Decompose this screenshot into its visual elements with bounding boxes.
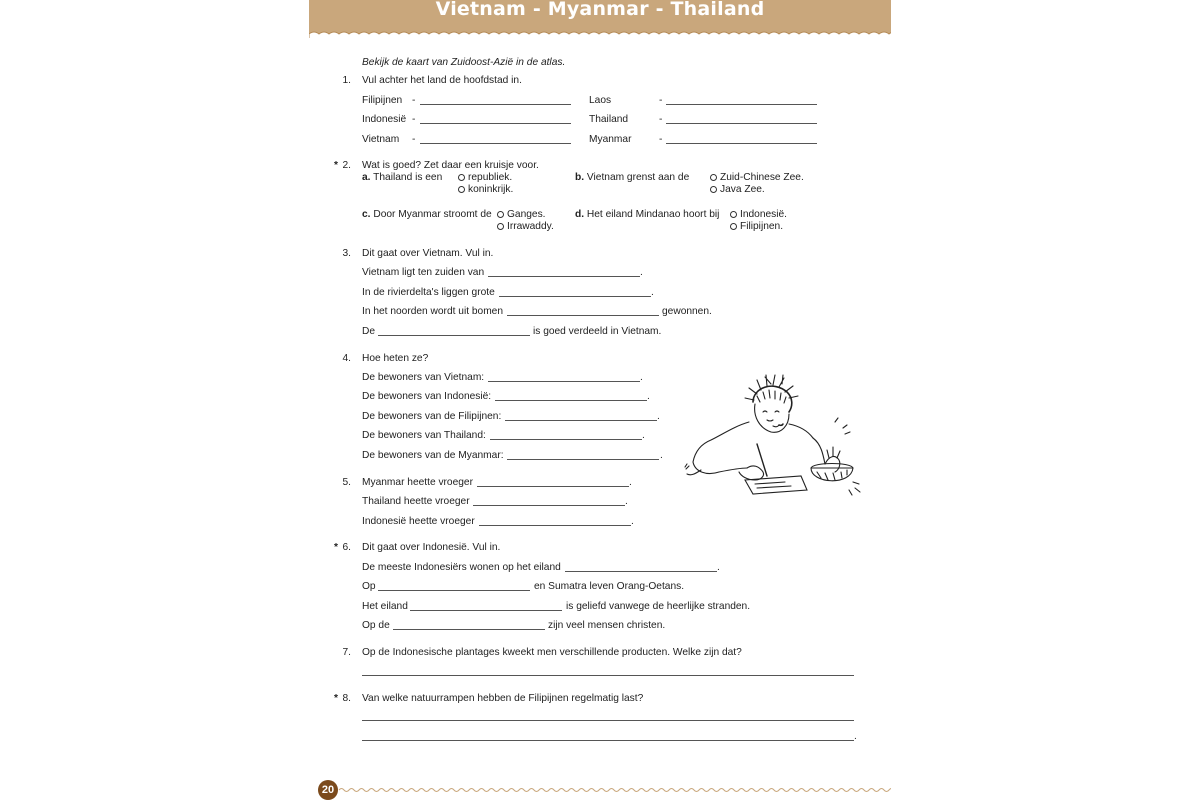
q1-country-laos: Laos [589,95,612,106]
q5-number: 5. [342,477,351,488]
q2-star: * [334,160,338,171]
q8-period: . [854,731,857,742]
q3-line2-period: . [651,287,654,298]
q2-question: Wat is goed? Zet daar een kruisje voor. [362,160,539,171]
q4-period: . [657,411,660,422]
q2a-option-2[interactable] [458,184,513,196]
q2-number: 2. [342,160,351,171]
q6-answer-line-3[interactable] [410,610,562,611]
q1-answer-line-myanmar[interactable] [666,143,817,144]
q3-line2-text: In de rivierdelta's liggen grote [362,287,495,298]
q1-dash: - [412,114,416,125]
q1-answer-line-filipijnen[interactable] [420,104,571,105]
q4-line-myanmar: De bewoners van de Myanmar: [362,450,504,461]
q2b-option-2[interactable] [710,184,765,196]
q2b-option-2-label: Java Zee. [720,184,765,195]
q8-star: * [334,693,338,704]
title-banner [309,0,891,38]
q6-answer-line-4[interactable] [393,629,545,630]
q3-line3-text: In het noorden wordt uit bomen [362,306,504,317]
q6-line3-suffix: is geliefd vanwege de heerlijke stranden. [566,601,751,612]
q1-dash: - [659,134,663,145]
q1-answer-line-thailand[interactable] [666,123,817,124]
q8-answer-line-1[interactable] [362,720,854,721]
q2c-option-2[interactable] [497,221,554,233]
q3-line1-text: Vietnam ligt ten zuiden van [362,267,485,278]
q7-question: Op de Indonesische plantages kweekt men verschillende producten. Welke zijn dat? [362,647,742,658]
q8-number: 8. [342,693,351,704]
q5-line-indonesie: Indonesië heette vroeger [362,516,475,527]
q6-star: * [334,542,338,553]
q2a-statement [362,172,442,184]
q2d-option-2-label: Filipijnen. [740,221,784,232]
q6-line2-text: Op [362,581,376,592]
q6-answer-line-1[interactable] [565,571,717,572]
q2b-text: Vietnam grenst aan de [586,172,690,183]
q1-answer-line-laos[interactable] [666,104,817,105]
banner-wave-edge [309,30,891,38]
q5-line-myanmar: Myanmar heette vroeger [362,477,473,488]
q5-answer-line-1[interactable] [477,486,629,487]
q3-line1-period: . [640,267,643,278]
page-title: Vietnam - Myanmar - Thailand [435,0,765,20]
page-number-badge: 20 [318,780,338,800]
q2c-option-1-label: Ganges. [507,209,546,220]
q1-answer-line-indonesie[interactable] [420,123,571,124]
q4-line-indonesie: De bewoners van Indonesië: [362,391,492,402]
q4-line-thailand: De bewoners van Thailand: [362,430,486,441]
q2b-label: b. [575,172,585,183]
q4-answer-line-5[interactable] [507,459,659,460]
q1-dash: - [659,95,663,106]
q1-dash: - [412,95,416,106]
radio-icon[interactable] [710,174,717,181]
q6-line4-text: Op de [362,620,390,631]
q3-question: Dit gaat over Vietnam. Vul in. [362,248,494,259]
q3-answer-line-4[interactable] [378,335,530,336]
radio-icon[interactable] [710,186,717,193]
radio-icon[interactable] [458,174,465,181]
q7-answer-line[interactable] [362,675,854,676]
q2b-statement [575,172,689,184]
q2c-option-2-label: Irrawaddy. [507,221,554,232]
q2b-option-1[interactable] [710,172,804,184]
q5-answer-line-3[interactable] [479,525,631,526]
q6-question: Dit gaat over Indonesië. Vul in. [362,542,501,553]
q2d-label: d. [575,209,585,220]
q4-answer-line-3[interactable] [505,420,657,421]
q2d-option-1[interactable] [730,209,787,221]
q1-answer-line-vietnam[interactable] [420,143,571,144]
radio-icon[interactable] [458,186,465,193]
q2d-option-1-label: Indonesië. [740,209,788,220]
q2a-option-1-label: republiek. [468,172,513,183]
intro-text: Bekijk de kaart van Zuidoost-Azië in de atlas. [362,57,566,68]
q4-period: . [640,372,643,383]
radio-icon[interactable] [497,223,504,230]
q4-period: . [642,430,645,441]
radio-icon[interactable] [730,223,737,230]
q1-country-indonesie: Indonesië [362,114,407,125]
radio-icon[interactable] [730,211,737,218]
q2a-option-1[interactable] [458,172,512,184]
q2b-option-1-label: Zuid-Chinese Zee. [720,172,804,183]
q2d-option-2[interactable] [730,221,783,233]
q5-period: . [629,477,632,488]
q7-number: 7. [342,647,351,658]
q4-answer-line-1[interactable] [488,381,640,382]
q2c-option-1[interactable] [497,209,546,221]
q6-answer-line-2[interactable] [378,590,530,591]
q6-line3-text: Het eiland [362,601,408,612]
boy-writing-illustration [683,372,863,500]
q8-question: Van welke natuurrampen hebben de Filipijnen regelmatig last? [362,693,644,704]
q2d-statement [575,209,719,221]
q2a-label: a. [362,172,371,183]
q3-answer-line-2[interactable] [499,296,651,297]
q3-line4-text: De [362,326,376,337]
q1-dash: - [659,114,663,125]
q5-period: . [631,516,634,527]
q4-line-filipijnen: De bewoners van de Filipijnen: [362,411,502,422]
q3-number: 3. [342,248,351,259]
q3-line4-suffix: is goed verdeeld in Vietnam. [533,326,662,337]
q4-answer-line-4[interactable] [490,439,642,440]
q1-question: Vul achter het land de hoofdstad in. [362,75,522,86]
radio-icon[interactable] [497,211,504,218]
q5-period: . [625,496,628,507]
q6-line4-suffix: zijn veel mensen christen. [548,620,666,631]
q2a-text: Thailand is een [373,172,443,183]
q5-answer-line-2[interactable] [473,505,625,506]
q6-line1-text: De meeste Indonesiërs wonen op het eiland [362,562,561,573]
q8-answer-line-2[interactable] [362,740,854,741]
q4-answer-line-2[interactable] [495,400,647,401]
q5-line-thailand: Thailand heette vroeger [362,496,470,507]
q3-answer-line-1[interactable] [488,276,640,277]
q4-number: 4. [342,353,351,364]
q1-number: 1. [342,75,351,86]
q4-line-vietnam: De bewoners van Vietnam: [362,372,485,383]
q1-country-thailand: Thailand [589,114,629,125]
q2c-statement [362,209,492,221]
q2d-text: Het eiland Mindanao hoort bij [586,209,720,220]
worksheet-page [309,0,891,800]
q4-period: . [660,450,663,461]
q3-answer-line-3[interactable] [507,315,659,316]
footer-wave-line [309,785,891,795]
q4-period: . [647,391,650,402]
q2c-text: Door Myanmar stroomt de [373,209,492,220]
q2c-label: c. [362,209,371,220]
q6-line1-period: . [717,562,720,573]
q1-country-filipijnen: Filipijnen [362,95,403,106]
q4-question: Hoe heten ze? [362,353,429,364]
q1-country-myanmar: Myanmar [589,134,632,145]
q1-dash: - [412,134,416,145]
q3-line3-suffix: gewonnen. [662,306,712,317]
q1-country-vietnam: Vietnam [362,134,400,145]
q6-number: 6. [342,542,351,553]
q6-line2-suffix: en Sumatra leven Orang-Oetans. [534,581,685,592]
q2a-option-2-label: koninkrijk. [468,184,514,195]
